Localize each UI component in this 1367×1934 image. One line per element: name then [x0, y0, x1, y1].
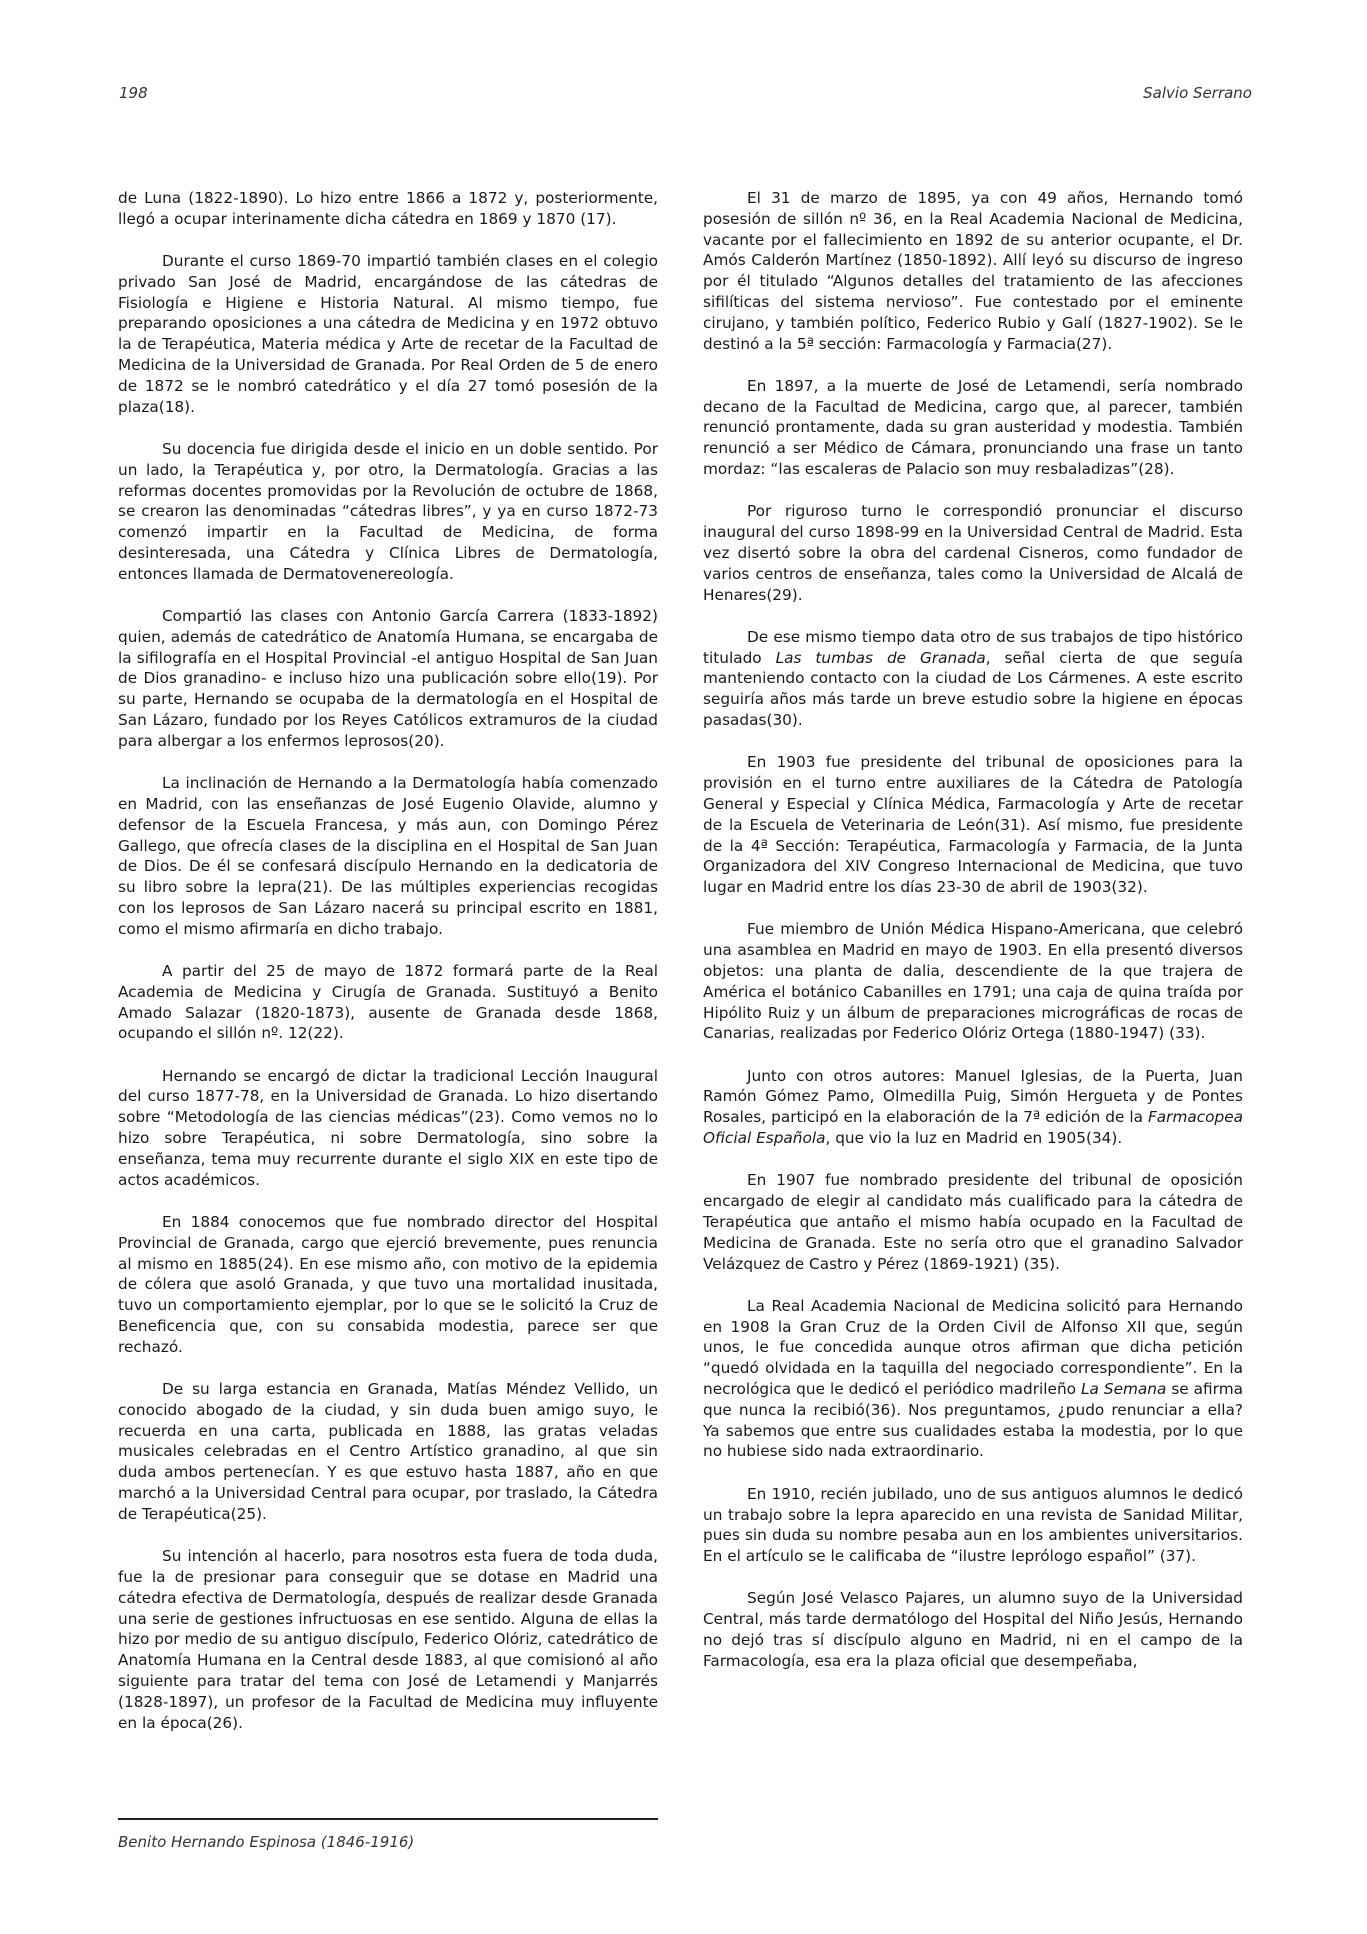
left-column	[118, 188, 658, 1755]
right-column	[703, 188, 1243, 1693]
paragraph: La Real Academia Nacional de Medicina solicitó para Hernando en 1908 la Gran Cruz de la Orden Civil de Alfonso XII que, según unos, le fue concedida aunque otros afirman que dicha petición “quedó olvidada en la taquilla del negociado correspondiente”. En la necrológica que le dedicó el periódico madrileño La Semana se afirma que nunca la recibió(36). Nos preguntamos, ¿pudo renunciar a ella? Ya sabemos que entre sus cualidades estaba la modestia, por lo que no hubiese sido nada extraordinario.	[703, 1296, 1243, 1461]
paragraph: En 1907 fue nombrado presidente del tribunal de oposición encargado de elegir al candidato más cualificado para la cátedra de Terapéutica que antaño el mismo había ocupado en la Facultad de Medicina de Granada. Este no sería otro que el granadino Salvador Velázquez de Castro y Pérez (1869-1921) (35).	[703, 1171, 1243, 1273]
paragraph: En 1884 conocemos que fue nombrado director del Hospital Provincial de Granada, cargo que ejerció brevemente, pues renuncia al mismo en 1885(24). En ese mismo año, con motivo de la epidemia de cólera que asoló Granada, y que tuvo una mortalidad inusitada, tuvo un comportamiento ejemplar, por lo que se le solicitó la Cruz de Beneficencia que, con su consabida modestia, parece ser que rechazó.	[118, 1212, 658, 1356]
footer-rule	[118, 1818, 658, 1820]
paragraph: Junto con otros autores: Manuel Iglesias, de la Puerta, Juan Ramón Gómez Pamo, Olmedilla Puig, Simón Hergueta y de Pontes Rosales, participó en la elaboración de la 7ª edición de la Farmacopea Oficial Española, que vio la luz en Madrid en 1905(34).	[703, 1066, 1243, 1148]
paragraph: Su docencia fue dirigida desde el inicio en un doble sentido. Por un lado, la Terapéutica y, por otro, la Dermatología. Gracias a las reformas docentes promovidas por la Revolución de octubre de 1868, se crearon las denominadas “cátedras libres”, y ya en curso 1872-73 comenzó impartir en la Facultad de Medicina, de forma desinteresada, una Cátedra y Clínica Libres de Dermatología, entonces llamada de Dermatovenereología.	[118, 439, 658, 583]
paragraph: Fue miembro de Unión Médica Hispano-Americana, que celebró una asamblea en Madrid en mayo de 1903. En ella presentó diversos objetos: una planta de dalia, descendiente de la que trajera de América el botánico Cabanilles en 1791; una caja de quina traída por Hipólito Ruiz y un álbum de preparaciones micrográficas de rocas de Canarias, realizadas por Federico Olóriz Ortega (1880-1947) (33).	[703, 920, 1243, 1043]
paragraph: De ese mismo tiempo data otro de sus trabajos de tipo histórico titulado Las tumbas de Granada, señal cierta de que seguía manteniendo contacto con la ciudad de Los Cármenes. A este escrito seguiría años más tarde un breve estudio sobre la higiene en épocas pasadas(30).	[703, 627, 1244, 730]
paragraph: Hernando se encargó de dictar la tradicional Lección Inaugural del curso 1877-78, en la Universidad de Granada. Lo hizo disertando sobre “Metodología de las ciencias médicas”(23). Como vemos no lo hizo sobre Terapéutica, ni sobre Dermatología, sino sobre la enseñanza, tema muy recurrente durante el siglo XIX en este tipo de actos académicos.	[118, 1066, 658, 1189]
paragraph: de Luna (1822-1890). Lo hizo entre 1866 a 1872 y, posteriormente, llegó a ocupar interinamente dicha cátedra en 1869 y 1870 (17).	[118, 189, 658, 228]
page-number: 198	[119, 84, 148, 102]
paragraph: A partir del 25 de mayo de 1872 formará parte de la Real Academia de Medicina y Cirugía de Granada. Sustituyó a Benito Amado Salazar (1820-1873), ausente de Granada desde 1868, ocupando el sillón nº. 12(22).	[118, 962, 658, 1043]
paragraph: En 1903 fue presidente del tribunal de oposiciones para la provisión en el turno entre auxiliares de la Cátedra de Patología General y Especial y Clínica Médica, Farmacología y Arte de recetar de la Escuela de Veterinaria de León(31). Así mismo, fue presidente de la 4ª Sección: Terapéutica, Farmacología y Farmacia, de la Junta Organizadora del XIV Congreso Internacional de Medicina, que tuvo lugar en Madrid entre los días 23-30 de abril de 1903(32).	[703, 753, 1243, 897]
paragraph: La inclinación de Hernando a la Dermatología había comenzado en Madrid, con las enseñanzas de José Eugenio Olavide, alumno y defensor de la Escuela Francesa, y más aun, con Domingo Pérez Gallego, que ofrecía clases de la disciplina en el Hospital de San Juan de Dios. De él se confesará discípulo Hernando en la dedicatoria de su libro sobre la lepra(21). De las múltiples experiencias recogidas con los leprosos de San Lázaro nacerá su principal escrito en 1881, como el mismo afirmaría en dicho trabajo.	[118, 774, 658, 938]
paragraph: Por riguroso turno le correspondió pronunciar el discurso inaugural del curso 1898-99 en la Universidad Central de Madrid. Esta vez disertó sobre la obra del cardenal Cisneros, como fundador de varios centros de enseñanza, tales como la Universidad de Alcalá de Henares(29).	[703, 502, 1243, 604]
paragraph: En 1910, recién jubilado, uno de sus antiguos alumnos le dedicó un trabajo sobre la lepra aparecido en una revista de Sanidad Militar, pues sin duda su nombre pesaba aun en los ambientes universitarios. En el artículo se le calificaba de “ilustre leprólogo español” (37).	[703, 1484, 1243, 1566]
paragraph: Durante el curso 1869-70 impartió también clases en el colegio privado San José de Madrid, encargándose de las cátedras de Fisiología e Higiene e Historia Natural. Al mismo tiempo, fue preparando oposiciones a una cátedra de Medicina y en 1972 obtuvo la de Terapéutica, Materia médica y Arte de recetar de la Facultad de Medicina de la Universidad de Granada. Por Real Orden de 5 de enero de 1872 se le nombró catedrático y el día 27 tomó posesión de la plaza(18).	[118, 252, 658, 416]
paragraph: Compartió las clases con Antonio García Carrera (1833-1892) quien, además de catedrático de Anatomía Humana, se encargaba de la sifilografía en el Hospital Provincial -el antiguo Hospital de San Juan de Dios granadino- e incluso hizo una publicación sobre ello(19). Por su parte, Hernando se ocupaba de la dermatología en el Hospital de San Lázaro, fundado por los Reyes Católicos extramuros de la ciudad para albergar a los enfermos leprosos(20).	[118, 607, 658, 750]
paragraph: Su intención al hacerlo, para nosotros esta fuera de toda duda, fue la de presionar para conseguir que se dotase en Madrid una cátedra efectiva de Dermatología, después de realizar desde Granada una serie de gestiones infructuosas en ese sentido. Alguna de ellas la hizo por medio de su antiguo discípulo, Federico Olóriz, catedrático de Anatomía Humana en la Central desde 1883, al que comisionó al año siguiente para tratar del tema con José de Letamendi y Manjarrés (1828-1897), un profesor de la Facultad de Medicina muy influyente en la época(26).	[118, 1547, 658, 1732]
paragraph: En 1897, a la muerte de José de Letamendi, sería nombrado decano de la Facultad de Medicina, cargo que, al parecer, también renunció prontamente, dada su gran austeridad y modestia. También renunció a ser Médico de Cámara, pronunciando una frase un tanto mordaz: “las escaleras de Palacio son muy resbaladizas”(28).	[703, 376, 1243, 479]
running-head-author: Salvio Serrano	[1143, 84, 1252, 102]
footer-book-title: Benito Hernando Espinosa (1846-1916)	[118, 1833, 415, 1851]
paragraph: Según José Velasco Pajares, un alumno suyo de la Universidad Central, más tarde dermatólogo del Hospital del Niño Jesús, Hernando no dejó tras sí discípulo alguno en Madrid, ni en el campo de la Farmacología, esa era la plaza oficial que desempeñaba,	[703, 1589, 1243, 1670]
paragraph: El 31 de marzo de 1895, ya con 49 años, Hernando tomó posesión de sillón nº 36, en la Real Academia Nacional de Medicina, vacante por el fallecimiento en 1892 de su anterior ocupante, el Dr. Amós Calderón Martínez (1850-1892). Allí leyó su discurso de ingreso por él titulado “Algunos detalles del tratamiento de las afecciones sifilíticas del sistema nervioso”. Fue contestado por el eminente cirujano, y también político, Federico Rubio y Galí (1827-1902). Se le destinó a la 5ª sección: Farmacología y Farmacia(27).	[703, 189, 1243, 353]
paragraph: De su larga estancia en Granada, Matías Méndez Vellido, un conocido abogado de la ciudad, y sin duda buen amigo suyo, le recuerda en una carta, publicada en 1888, las gratas veladas musicales celebradas en el Centro Artístico granadino, al que sin duda ambos pertenecían. Y es que estuvo hasta 1887, año en que marchó a la Universidad Central para ocupar, por traslado, la Cátedra de Terapéutica(25).	[118, 1380, 658, 1523]
